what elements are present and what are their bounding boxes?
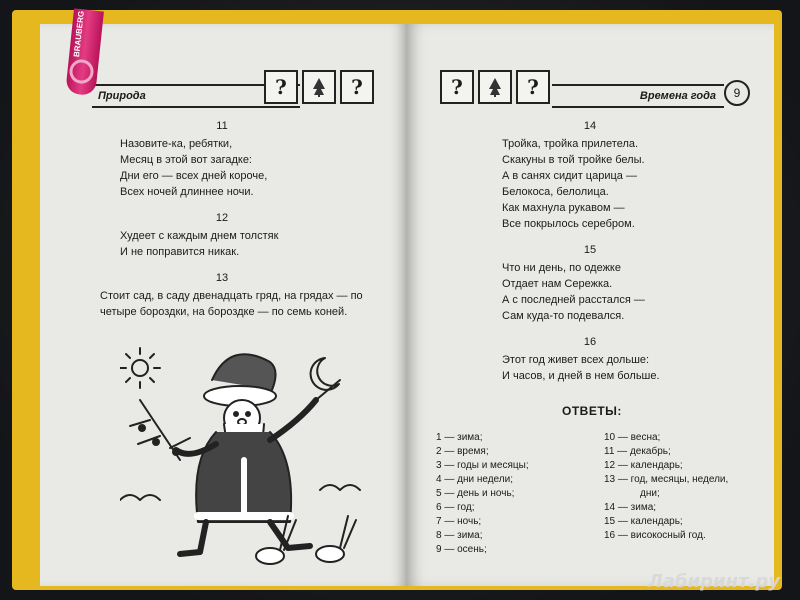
question-icon: ? [264, 70, 298, 104]
riddle-line: четыре бороздки, на бороздке — по семь коней. [100, 306, 348, 318]
answer-item: дни; [640, 488, 660, 499]
riddle-line: Стоит сад, в саду двенадцать гряд, на грядах — по [100, 290, 363, 302]
right-header-bar [552, 84, 724, 108]
right-page [406, 24, 774, 586]
answer-item: 13 — год, месяцы, недели, [604, 474, 729, 485]
answer-item: 12 — календарь; [604, 460, 683, 471]
riddle-line: И не поправится никак. [120, 246, 240, 258]
left-page [40, 24, 406, 586]
answers-title: ОТВЕТЫ: [562, 404, 622, 418]
answer-item: 9 — осень; [436, 544, 487, 555]
question-icon: ? [340, 70, 374, 104]
riddle-line: Сам куда-то подевался. [502, 310, 625, 322]
riddle-number: 12 [215, 212, 229, 224]
riddle-line: А в санях сидит царица — [502, 170, 637, 182]
riddle-number: 11 [216, 120, 228, 132]
riddle-line: Дни его — всех дней короче, [120, 170, 268, 182]
bookmark-ring-icon [68, 58, 94, 84]
answer-item: 2 — время; [436, 446, 489, 457]
answer-item: 16 — високосный год. [604, 530, 706, 541]
riddle-line: Тройка, тройка прилетела. [502, 138, 639, 150]
riddle-number: 15 [583, 244, 597, 256]
riddle-number: 14 [583, 120, 597, 132]
riddle-line: Как махнула рукавом — [502, 202, 625, 214]
riddle-line: А с последней расстался — [502, 294, 645, 306]
answer-item: 8 — зима; [436, 530, 483, 541]
riddle-number: 16 [583, 336, 597, 348]
riddle-line: Худеет с каждым днем толстяк [120, 230, 279, 242]
question-icon: ? [516, 70, 550, 104]
answer-item: 5 — день и ночь; [436, 488, 515, 499]
riddle-number: 13 [215, 272, 229, 284]
bookmark-brand: BRAUBERG [72, 10, 86, 58]
page-number: 9 [724, 80, 750, 106]
tree-icon [478, 70, 512, 104]
riddle-line: Месяц в этой вот загадке: [120, 154, 252, 166]
answer-item: 10 — весна; [604, 432, 661, 443]
answer-item: 4 — дни недели; [436, 474, 513, 485]
question-icon: ? [440, 70, 474, 104]
riddle-line: Что ни день, по одежке [502, 262, 621, 274]
riddle-line: Этот год живет всех дольше: [502, 354, 650, 366]
watermark: Лабиринт.ру [647, 571, 780, 592]
answer-item: 11 — декабрь; [604, 446, 671, 457]
book-cover [12, 10, 782, 590]
riddle-line: Все покрылось серебром. [502, 218, 635, 230]
riddle-line: Отдает нам Сережка. [502, 278, 613, 290]
riddle-line: Назовите-ка, ребятки, [120, 138, 233, 150]
answer-item: 15 — календарь; [604, 516, 683, 527]
tree-icon [302, 70, 336, 104]
left-header-label: Природа [98, 90, 146, 102]
riddle-line: И часов, и дней в нем больше. [502, 370, 660, 382]
right-header-label: Времена года [639, 90, 716, 102]
answer-item: 6 — год; [436, 502, 475, 513]
answer-item: 14 — зима; [604, 502, 657, 513]
answer-item: 7 — ночь; [436, 516, 482, 527]
riddle-line: Белокоса, белолица. [502, 186, 609, 198]
riddle-line: Всех ночей длиннее ночи. [120, 186, 254, 198]
answer-item: 3 — годы и месяцы; [436, 460, 529, 471]
answer-item: 1 — зима; [436, 432, 483, 443]
riddle-line: Скакуны в той тройке белы. [502, 154, 645, 166]
santa-illustration-icon [120, 340, 370, 580]
